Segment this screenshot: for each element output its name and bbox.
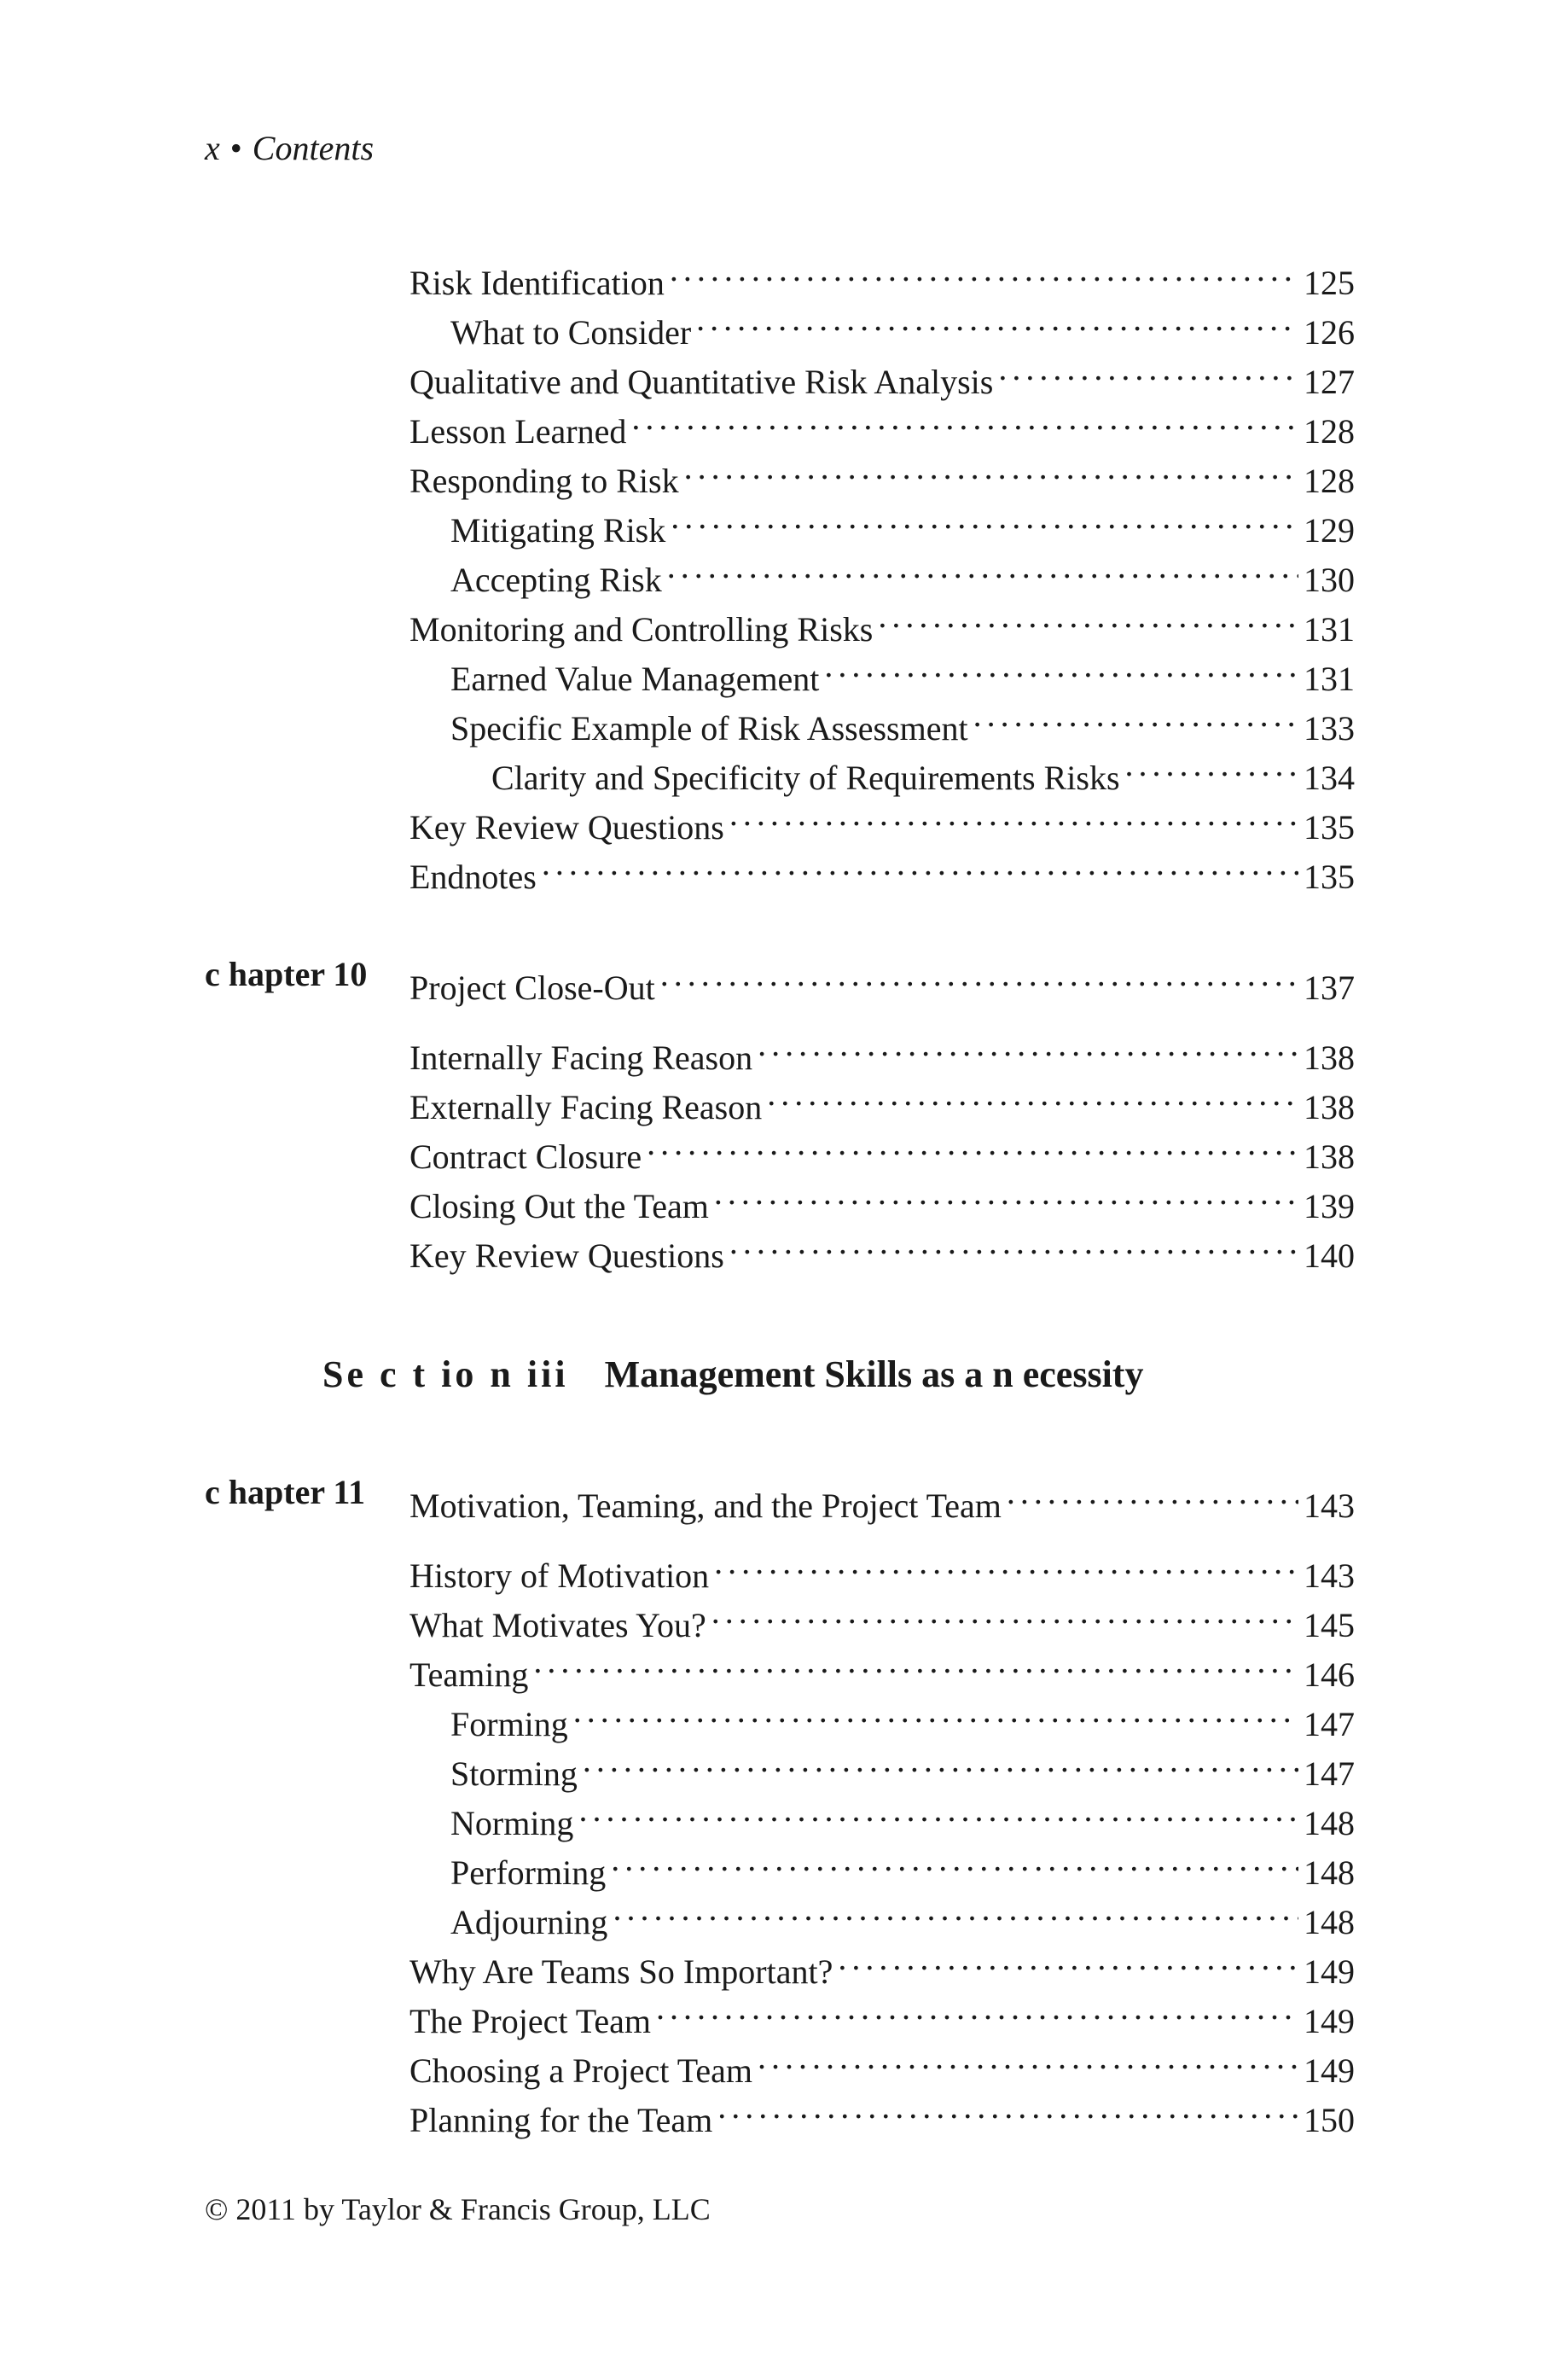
toc-entry[interactable]: [450, 1884, 1355, 1941]
toc-entry-title: Mitigating Risk: [450, 511, 666, 550]
toc-entry-page: 126: [1304, 313, 1355, 352]
toc-entry-page: 149: [1304, 1952, 1355, 1991]
toc-entry-title: Contract Closure: [409, 1137, 642, 1176]
toc-entry[interactable]: [409, 1218, 1355, 1275]
dot-leader: [656, 1983, 1298, 2033]
dot-leader: [578, 1785, 1298, 1835]
dot-leader: [1007, 1468, 1298, 1517]
dot-leader: [758, 1020, 1298, 1069]
chapter-11-title-entry[interactable]: [409, 1468, 1355, 1525]
toc-entry-title: Accepting Risk: [450, 561, 662, 599]
toc-entry-page: 138: [1304, 1137, 1355, 1176]
toc-entry-title: Clarity and Specificity of Requirements Risks: [491, 759, 1120, 797]
dot-leader: [714, 1168, 1298, 1218]
toc-entry-page: 131: [1304, 660, 1355, 698]
copyright-footer: © 2011 by Taylor & Francis Group, LLC: [205, 2192, 711, 2226]
page-ref: 143: [1304, 1487, 1355, 1525]
toc-entry-page: 131: [1304, 610, 1355, 649]
dot-leader: [647, 1119, 1298, 1168]
toc-entry[interactable]: [409, 393, 1355, 451]
toc-entry[interactable]: [409, 1587, 1355, 1644]
dot-leader: [1125, 740, 1298, 789]
section-heading: [322, 1353, 1143, 1396]
toc-entry-title: Qualitative and Quantitative Risk Analysis: [409, 363, 994, 401]
toc-entry-page: 133: [1304, 709, 1355, 748]
toc-entry-page: 128: [1304, 412, 1355, 451]
toc-entry-title: Specific Example of Risk Assessment: [450, 709, 968, 748]
chapter-title: Project Close-Out: [409, 969, 655, 1007]
toc-entry[interactable]: [450, 542, 1355, 599]
toc-entry-title: Internally Facing Reason: [409, 1039, 753, 1077]
toc-entry-title: Risk Identification: [409, 264, 665, 302]
dot-leader: [729, 789, 1298, 839]
toc-entry-page: 125: [1304, 264, 1355, 302]
toc-entry-page: 147: [1304, 1705, 1355, 1743]
page-number: x: [205, 129, 220, 167]
toc-entry-title: Key Review Questions: [409, 1236, 724, 1275]
toc-entry-page: 148: [1304, 1804, 1355, 1842]
toc-entry[interactable]: [450, 492, 1355, 550]
toc-entry[interactable]: [409, 1983, 1355, 2040]
toc-entry-page: 138: [1304, 1088, 1355, 1126]
dot-leader: [667, 542, 1298, 591]
toc-entry-title: Key Review Questions: [409, 808, 724, 847]
toc-entry-title: Teaming: [409, 1655, 529, 1694]
toc-entry-page: 130: [1304, 561, 1355, 599]
section-title: Management Skills as a n ecessity: [604, 1353, 1144, 1395]
toc-entry-page: 150: [1304, 2101, 1355, 2139]
toc-entry-title: Why Are Teams So Important?: [409, 1952, 833, 1991]
toc-entry[interactable]: [450, 641, 1355, 698]
chapter-11-label: c hapter 11: [205, 1473, 366, 1511]
toc-entry[interactable]: [450, 1686, 1355, 1743]
toc-entry-page: 129: [1304, 511, 1355, 550]
dot-leader: [660, 950, 1298, 999]
toc-entry-page: 135: [1304, 808, 1355, 847]
toc-entry-page: 148: [1304, 1903, 1355, 1941]
dot-leader: [631, 393, 1298, 443]
dot-leader: [767, 1069, 1298, 1119]
dot-leader: [878, 591, 1298, 641]
toc-entry-title: Performing: [450, 1853, 607, 1892]
toc-entry[interactable]: [409, 2082, 1355, 2139]
toc-entry[interactable]: [409, 1934, 1355, 1991]
toc-entry-title: Choosing a Project Team: [409, 2051, 752, 2090]
chapter-10-title-entry[interactable]: [409, 950, 1355, 1007]
toc-entry-page: 149: [1304, 2051, 1355, 2090]
toc-entry-page: 143: [1304, 1556, 1355, 1595]
dot-leader: [998, 344, 1298, 393]
toc-entry-page: 127: [1304, 363, 1355, 401]
toc-entry[interactable]: [409, 1637, 1355, 1694]
dot-leader: [758, 2033, 1298, 2082]
toc-entry-title: Storming: [450, 1754, 578, 1793]
dot-leader: [611, 1835, 1298, 1884]
toc-entry-title: What to Consider: [450, 313, 692, 352]
toc-entry-page: 145: [1304, 1606, 1355, 1644]
dot-leader: [583, 1736, 1298, 1785]
toc-entry[interactable]: [450, 1835, 1355, 1892]
toc-entry-title: Responding to Risk: [409, 462, 679, 500]
dot-leader: [714, 1538, 1298, 1587]
toc-entry-page: 134: [1304, 759, 1355, 797]
toc-entry-page: 128: [1304, 462, 1355, 500]
toc-entry-title: The Project Team: [409, 2002, 652, 2040]
toc-entry-title: Endnotes: [409, 858, 537, 896]
dot-leader: [670, 245, 1298, 294]
toc-entry-page: 139: [1304, 1187, 1355, 1225]
toc-entry[interactable]: [409, 789, 1355, 847]
chapter-title: Motivation, Teaming, and the Project Team: [409, 1487, 1002, 1525]
dot-leader: [533, 1637, 1298, 1686]
toc-entry-page: 138: [1304, 1039, 1355, 1077]
toc-entry-title: Lesson Learned: [409, 412, 627, 451]
dot-leader: [696, 294, 1298, 344]
toc-entry[interactable]: [409, 1069, 1355, 1126]
toc-entry[interactable]: [409, 1168, 1355, 1225]
toc-entry-page: 149: [1304, 2002, 1355, 2040]
toc-entry-title: Monitoring and Controlling Risks: [409, 610, 874, 649]
toc-entry[interactable]: [409, 1020, 1355, 1077]
bullet-separator: •: [229, 129, 242, 167]
section-label: Se c t io n iii: [322, 1353, 569, 1395]
toc-entry[interactable]: [409, 344, 1355, 401]
dot-leader: [973, 690, 1298, 740]
toc-entry-title: Earned Value Management: [450, 660, 820, 698]
dot-leader: [671, 492, 1298, 542]
toc-entry-title: Closing Out the Team: [409, 1187, 709, 1225]
dot-leader: [824, 641, 1298, 690]
toc-entry[interactable]: [409, 839, 1355, 896]
dot-leader: [729, 1218, 1298, 1267]
dot-leader: [717, 2082, 1298, 2132]
dot-leader: [684, 443, 1298, 492]
toc-entry-title: Adjourning: [450, 1903, 608, 1941]
toc-entry[interactable]: [450, 294, 1355, 352]
toc-entry-title: Forming: [450, 1705, 568, 1743]
toc-entry-page: 135: [1304, 858, 1355, 896]
toc-entry[interactable]: [409, 1119, 1355, 1176]
page-ref: 137: [1304, 969, 1355, 1007]
toc-entry[interactable]: [450, 1785, 1355, 1842]
dot-leader: [613, 1884, 1298, 1934]
toc-entry-page: 148: [1304, 1853, 1355, 1892]
toc-entry[interactable]: [450, 690, 1355, 748]
toc-entry-page: 147: [1304, 1754, 1355, 1793]
toc-entry[interactable]: [409, 1538, 1355, 1595]
toc-entry[interactable]: [409, 245, 1355, 302]
dot-leader: [573, 1686, 1298, 1736]
toc-entry[interactable]: [409, 591, 1355, 649]
toc-entry-title: History of Motivation: [409, 1556, 710, 1595]
toc-entry[interactable]: [409, 443, 1355, 500]
toc-entry[interactable]: [491, 740, 1355, 797]
chapter-10-label: c hapter 10: [205, 955, 368, 993]
toc-entry-title: Norming: [450, 1804, 574, 1842]
dot-leader: [711, 1587, 1298, 1637]
dot-leader: [542, 839, 1298, 888]
toc-entry-title: Externally Facing Reason: [409, 1088, 763, 1126]
toc-entry-title: What Motivates You?: [409, 1606, 706, 1644]
running-head: [205, 128, 374, 168]
toc-entry-title: Planning for the Team: [409, 2101, 713, 2139]
toc-entry-page: 146: [1304, 1655, 1355, 1694]
running-head-title: Contents: [252, 129, 375, 167]
toc-entry[interactable]: [409, 2033, 1355, 2090]
toc-entry-page: 140: [1304, 1236, 1355, 1275]
toc-entry[interactable]: [450, 1736, 1355, 1793]
dot-leader: [838, 1934, 1298, 1983]
